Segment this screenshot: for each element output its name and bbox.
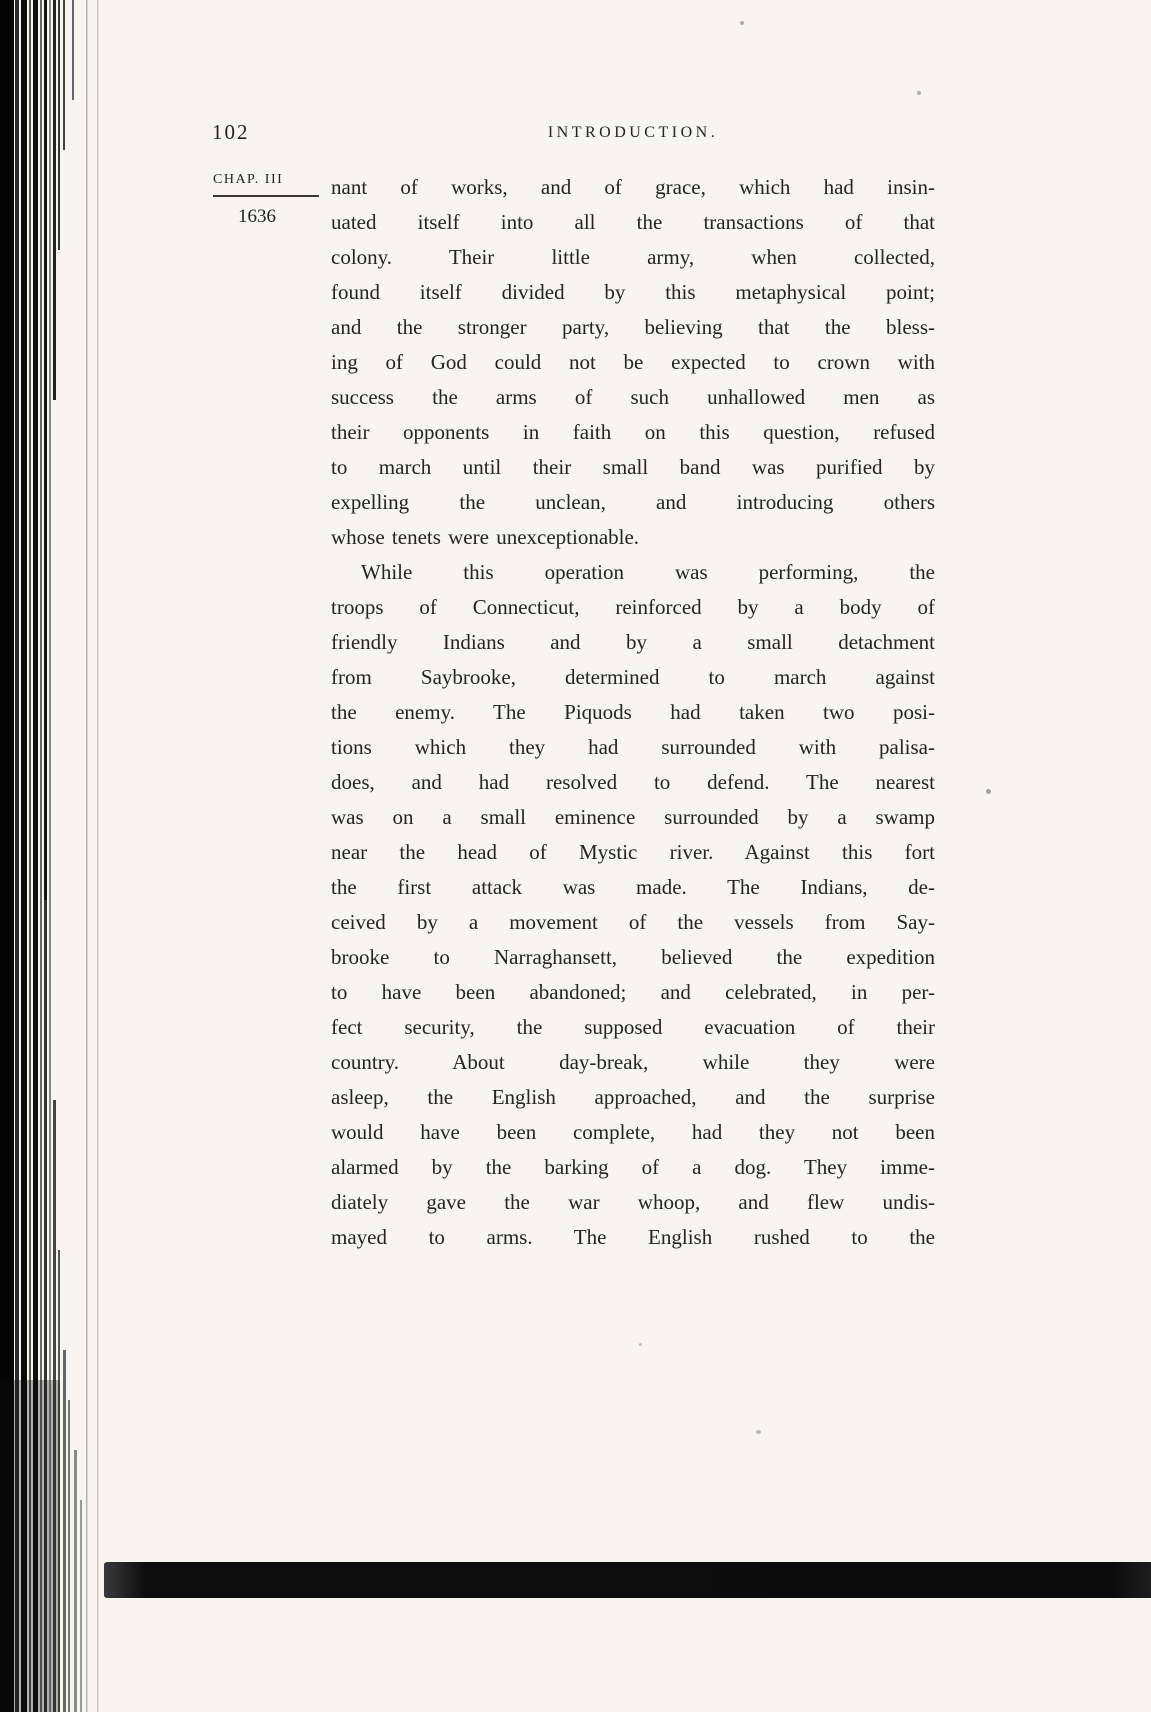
body-text-block	[331, 170, 935, 1255]
page-number: 102	[212, 120, 250, 144]
paragraph-2	[331, 555, 935, 1255]
text-line: troops of Connecticut, reinforced by a body of	[331, 595, 935, 619]
text-line: near the head of Mystic river. Against this fort	[331, 840, 935, 864]
margin-chapter-label: CHAP. III	[213, 172, 319, 197]
text-line: the first attack was made. The Indians, de-	[331, 875, 935, 899]
text-line: friendly Indians and by a small detachment	[331, 630, 935, 654]
text-line: diately gave the war whoop, and flew undis-	[331, 1190, 935, 1214]
text-line: ing of God could not be expected to crown with	[331, 350, 935, 374]
text-line: brooke to Narraghansett, believed the expedition	[331, 945, 935, 969]
scan-speck	[639, 1343, 642, 1346]
scan-speck	[986, 789, 991, 794]
text-line: whose tenets were unexceptionable.	[331, 525, 640, 549]
margin-year-label: 1636	[238, 206, 276, 227]
text-line: their opponents in faith on this question, refused	[331, 420, 935, 444]
running-head: INTRODUCTION.	[547, 124, 719, 141]
text-line: asleep, the English approached, and the surprise	[331, 1085, 935, 1109]
scan-speck	[740, 21, 744, 25]
text-line: mayed to arms. The English rushed to the	[331, 1225, 935, 1249]
text-line: uated itself into all the transactions of that	[331, 210, 935, 234]
text-line: ceived by a movement of the vessels from Say-	[331, 910, 935, 934]
text-line: country. About day-break, while they were	[331, 1050, 935, 1074]
text-line: would have been complete, had they not been	[331, 1120, 935, 1144]
text-line: While this operation was performing, the	[361, 560, 935, 584]
book-binding-shadow	[0, 0, 110, 1712]
scan-artifact-bottom-band	[104, 1562, 1151, 1598]
text-line: fect security, the supposed evacuation of their	[331, 1015, 935, 1039]
text-line: from Saybrooke, determined to march against	[331, 665, 935, 689]
scan-speck	[917, 91, 921, 95]
text-line: expelling the unclean, and introducing others	[331, 490, 935, 514]
text-line: tions which they had surrounded with palisa-	[331, 735, 935, 759]
text-line: found itself divided by this metaphysical point;	[331, 280, 935, 304]
text-line: to march until their small band was purified by	[331, 455, 935, 479]
text-line: success the arms of such unhallowed men as	[331, 385, 935, 409]
binding-streaks-art	[0, 0, 110, 1712]
text-line: does, and had resolved to defend. The nearest	[331, 770, 935, 794]
scan-speck	[756, 1430, 761, 1434]
text-line: alarmed by the barking of a dog. They imme-	[331, 1155, 935, 1179]
text-line: colony. Their little army, when collected,	[331, 245, 935, 269]
text-line: the enemy. The Piquods had taken two posi-	[331, 700, 935, 724]
text-line: was on a small eminence surrounded by a swamp	[331, 805, 935, 829]
margin-notes	[213, 172, 319, 228]
paragraph-1	[331, 170, 935, 555]
text-line: to have been abandoned; and celebrated, in per-	[331, 980, 935, 1004]
text-line: nant of works, and of grace, which had insin-	[331, 175, 935, 199]
text-line: and the stronger party, believing that the bless-	[331, 315, 935, 339]
